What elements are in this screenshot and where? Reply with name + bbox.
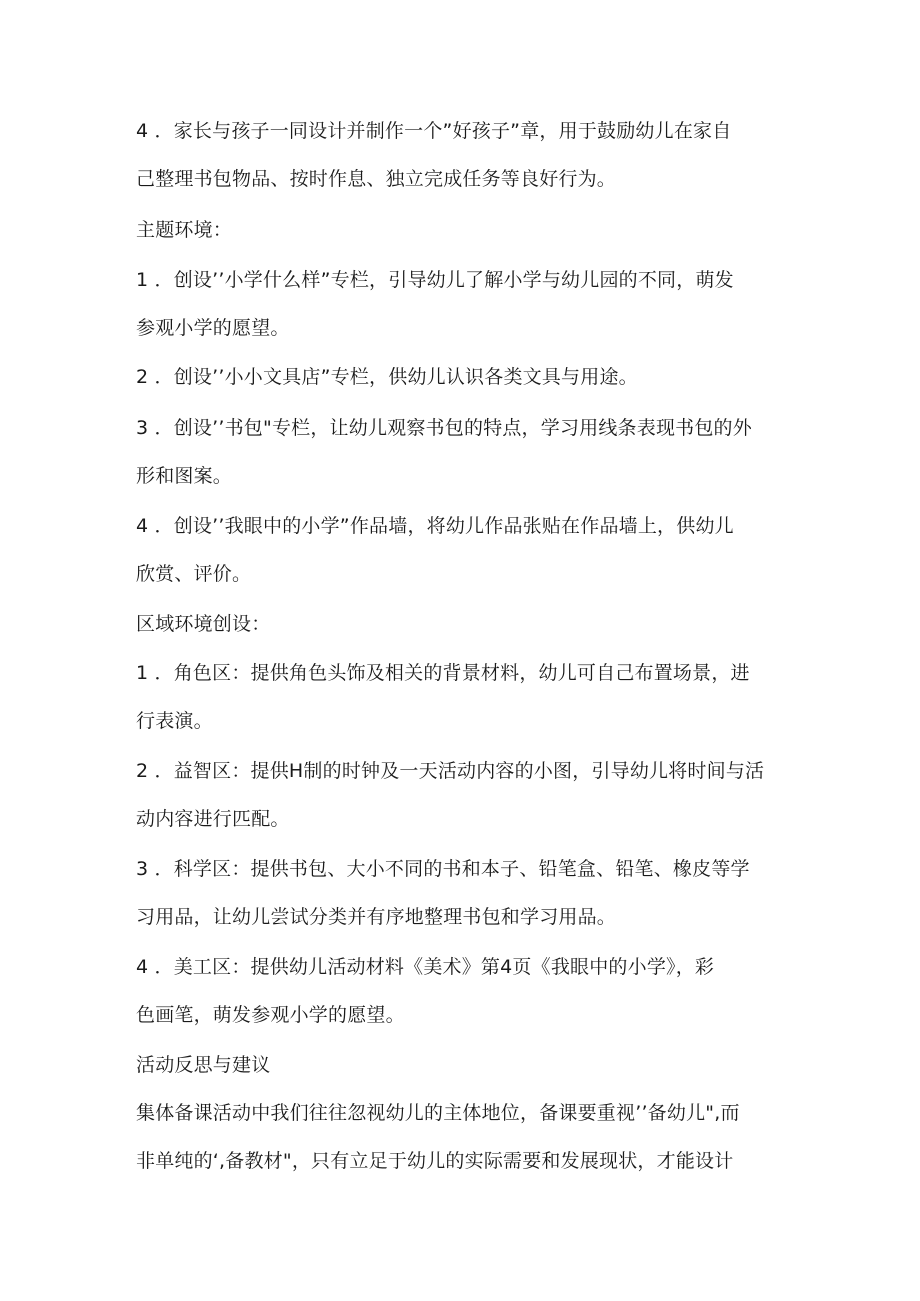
text-line: 动内容进行匹配。: [136, 808, 290, 830]
text-line: 行表演。: [136, 710, 213, 732]
text-line: 1 ．创设’’小学什么样”专栏，引导幼儿了解小学与幼儿园的不同，萌发: [136, 269, 734, 291]
text-line: 非单纯的‘,备教材"，只有立足于幼儿的实际需要和发展现状，才能设计: [136, 1150, 734, 1172]
text-line: 4 ．创设’’我眼中的小学”作品墙，将幼儿作品张贴在作品墙上，供幼儿: [136, 515, 734, 537]
section-heading: 活动反思与建议: [136, 1054, 271, 1076]
section-heading: 主题环境：: [136, 219, 233, 241]
text-line: 2 ．创设’’小小文具店”专栏，供幼儿认识各类文具与用途。: [136, 366, 638, 388]
text-line: 3 ．创设’’书包"专栏，让幼儿观察书包的特点，学习用线条表现书包的外: [136, 417, 752, 439]
text-line: 集体备课活动中我们往往忽视幼儿的主体地位，备课要重视’’备幼儿",而: [136, 1102, 740, 1124]
text-line: 4 ．家长与孩子一同设计并制作一个”好孩子”章，用于鼓励幼儿在家自: [136, 120, 732, 142]
text-line: 2 ．益智区：提供H制的时钟及一天活动内容的小图，引导幼儿将时间与活: [136, 760, 765, 782]
text-line: 习用品，让幼儿尝试分类并有序地整理书包和学习用品。: [136, 906, 617, 928]
text-line: 色画笔，萌发参观小学的愿望。: [136, 1004, 405, 1026]
text-line: 己整理书包物品、按时作息、独立完成任务等良好行为。: [136, 168, 617, 190]
text-line: 欣赏、评价。: [136, 563, 252, 585]
text-line: 1 ．角色区：提供角色头饰及相关的背景材料，幼儿可自己布置场景，进: [136, 662, 750, 684]
text-line: 3 ．科学区：提供书包、大小不同的书和本子、铅笔盒、铅笔、橡皮等学: [136, 858, 750, 880]
text-line: 4 ．美工区：提供幼儿活动材料《美术》第4页《我眼中的小学》，彩: [136, 956, 715, 978]
section-heading: 区域环境创设：: [136, 613, 271, 635]
text-line: 形和图案。: [136, 465, 233, 487]
text-line: 参观小学的愿望。: [136, 317, 290, 339]
